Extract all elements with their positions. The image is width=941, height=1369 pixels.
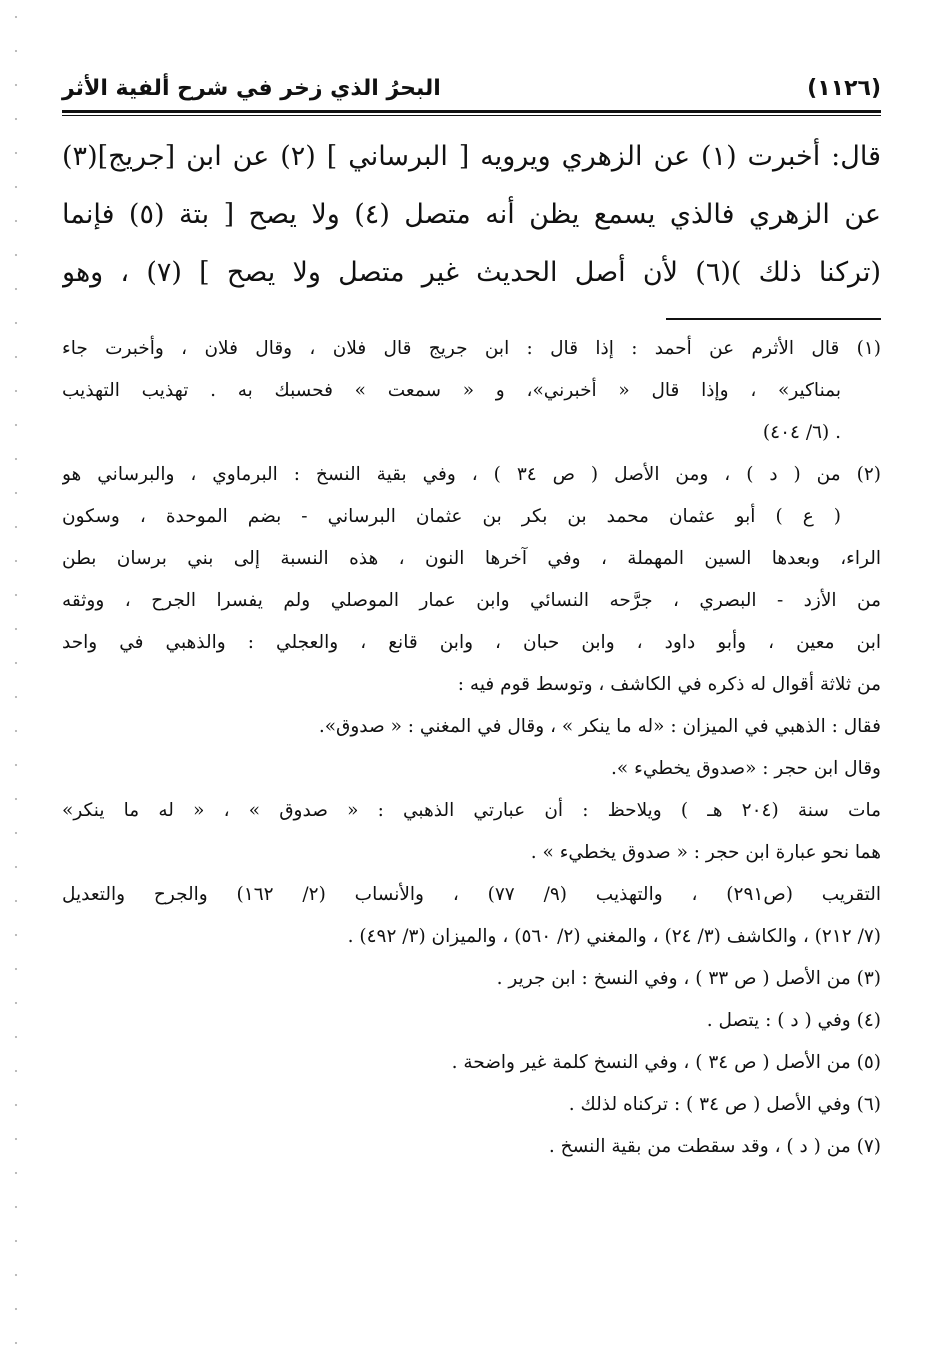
scan-margin-dots xyxy=(14,0,18,1369)
running-title: البحرُ الذي زخر في شرح ألفية الأثر xyxy=(62,75,441,101)
main-text-line: قال: أخبرت (١) عن الزهري ويرويه [ البرساني ] (٢) عن ابن [جريج](٣) xyxy=(62,141,881,172)
footnote-line: . (٦/ ٤٠٤) xyxy=(762,422,841,443)
page-header xyxy=(62,70,881,106)
footnote-line: وقال ابن حجر : «صدوق يخطيء ». xyxy=(611,758,881,779)
footnote-line: (٧) من ( د ) ، وقد سقطت من بقية النسخ . xyxy=(548,1136,881,1157)
footnote-line: التقريب (ص٢٩١) ، والتهذيب (٩/ ٧٧) ، والأنساب (٢/ ١٦٢) والجرح والتعديل xyxy=(62,884,881,905)
page-number: (١١٢٦) xyxy=(807,75,881,101)
footnote-line: من ثلاثة أقوال له ذكره في الكاشف ، وتوسط قوم فيه : xyxy=(457,674,881,695)
footnote-line: بمناكير» ، وإذا قال « أخبرني»، و « سمعت » فحسبك به . تهذيب التهذيب xyxy=(62,380,841,401)
footnote-line: (٢) من ( د ) ، ومن الأصل ( ص ٣٤ ) ، وفي بقية النسخ : البرماوي ، والبرساني هو xyxy=(62,464,881,485)
main-text-line: (تركنا ذلك )(٦) لأن أصل الحديث غير متصل ولا يصح ] (٧) ، وهو xyxy=(62,257,881,288)
footnote-line: مات سنة (٢٠٤ هـ ) ويلاحظ : أن عبارتي الذهبي : « صدوق » ، « له ما ينكر» xyxy=(62,800,881,821)
footnote-line: (٥) من الأصل ( ص ٣٤ ) ، وفي النسخ كلمة غير واضحة . xyxy=(451,1052,881,1073)
header-rule xyxy=(62,110,881,116)
footnote-line: (١) قال الأثرم عن أحمد : إذا قال : ابن جريج قال فلان ، وقال فلان ، وأخبرت جاء xyxy=(62,338,881,359)
footnote-line: من الأزد - البصري ، جرَّحه النسائي وابن عمار الموصلي ولم يفسرا الجرح ، ووثقه xyxy=(62,590,881,611)
footnote-line: (٦) وفي الأصل ( ص ٣٤ ) : تركناه لذلك . xyxy=(568,1094,881,1115)
footnote-line: ( ع ) أبو عثمان محمد بن بكر بن عثمان البرساني - بضم الموحدة ، وسكون xyxy=(62,506,841,527)
main-text-line: عن الزهري فالذي يسمع يظن أنه متصل (٤) ولا يصح [ بتة (٥) فإنما xyxy=(62,199,881,230)
footnotes xyxy=(62,328,881,1168)
footnote-line: هما نحو عبارة ابن حجر : « صدوق يخطيء » . xyxy=(530,842,881,863)
main-text xyxy=(62,128,881,302)
footnote-line: (٤) وفي ( د ) : يتصل . xyxy=(706,1010,881,1031)
footnote-line: (٣) من الأصل ( ص ٣٣ ) ، وفي النسخ : ابن جرير . xyxy=(496,968,881,989)
footnote-line: ابن معين ، وأبو داود ، وابن حبان ، وابن قانع ، والعجلي : والذهبي في واحد xyxy=(62,632,881,653)
footnote-line: فقال : الذهبي في الميزان : «له ما ينكر » ، وقال في المغني : « صدوق». xyxy=(318,716,881,737)
footnote-line: (٧/ ٢١٢) ، والكاشف (٣/ ٢٤) ، والمغني (٢/ ٥٦٠) ، والميزان (٣/ ٤٩٢) . xyxy=(347,926,881,947)
footnote-separator xyxy=(666,318,881,320)
footnote-line: الراء، وبعدها السين المهملة ، وفي آخرها النون ، هذه النسبة إلى بني برسان بطن xyxy=(62,548,881,569)
